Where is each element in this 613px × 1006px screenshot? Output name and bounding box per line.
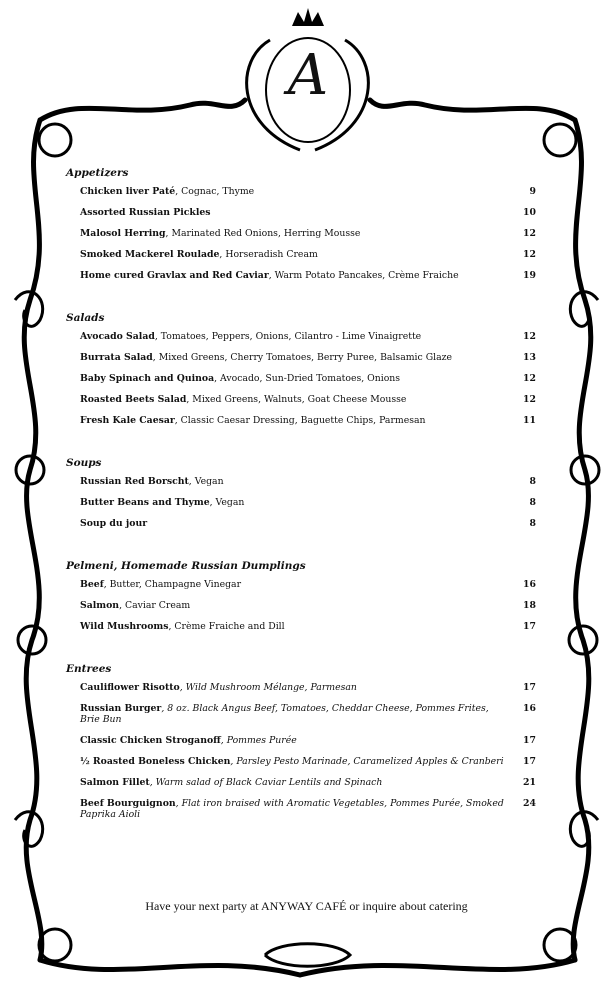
price: 12 xyxy=(523,249,536,260)
menu-item: Beef Bourguignon, Flat iron braised with Aromatic Vegetables, Pommes Purée, Smoked Paprika Aioli 24 xyxy=(80,798,536,820)
menu-item: Beef, Butter, Champagne Vinegar 16 xyxy=(80,579,536,590)
logo-monogram: A xyxy=(287,43,329,108)
price: 8 xyxy=(529,518,536,529)
price: 11 xyxy=(523,415,536,426)
price: 13 xyxy=(523,352,536,363)
price: 21 xyxy=(523,777,536,788)
price: 8 xyxy=(529,476,536,487)
footer-note: Have your next party at ANYWAY CAFÉ or inquire about catering xyxy=(145,899,468,913)
menu-item: Russian Burger, 8 oz. Black Angus Beef, Tomatoes, Cheddar Cheese, Pommes Frites, Brie Bun 16 xyxy=(80,703,536,725)
price: 17 xyxy=(523,682,536,693)
menu-item: Salmon, Caviar Cream 18 xyxy=(80,600,536,611)
section-title: Salads xyxy=(66,312,105,324)
menu-body xyxy=(66,166,536,830)
price: 9 xyxy=(529,186,536,197)
menu-item: Chicken liver Paté, Cognac, Thyme 9 xyxy=(80,186,536,197)
price: 16 xyxy=(523,579,536,590)
section-title: Pelmeni, Homemade Russian Dumplings xyxy=(66,560,306,572)
menu-item: Cauliflower Risotto, Wild Mushroom Mélange, Parmesan 17 xyxy=(80,682,536,693)
price: 10 xyxy=(523,207,536,218)
menu-item: ½ Roasted Boneless Chicken, Parsley Pesto Marinade, Caramelized Apples & Cranberi 17 xyxy=(80,756,536,767)
section-title: Soups xyxy=(66,457,102,469)
section-appetizers xyxy=(66,166,536,281)
price: 17 xyxy=(523,735,536,746)
section-pelmeni xyxy=(66,559,536,632)
menu-item: Soup du jour 8 xyxy=(80,518,536,529)
menu-item: Home cured Gravlax and Red Caviar, Warm Potato Pancakes, Crème Fraiche 19 xyxy=(80,270,536,281)
menu-item: Avocado Salad, Tomatoes, Peppers, Onions, Cilantro - Lime Vinaigrette 12 xyxy=(80,331,536,342)
section-title: Appetizers xyxy=(66,167,129,179)
price: 18 xyxy=(523,600,536,611)
menu-item: Wild Mushrooms, Crème Fraiche and Dill 17 xyxy=(80,621,536,632)
price: 24 xyxy=(523,798,536,809)
price: 19 xyxy=(523,270,536,281)
menu-item: Classic Chicken Stroganoff, Pommes Purée 17 xyxy=(80,735,536,746)
menu-item: Salmon Fillet, Warm salad of Black Caviar Lentils and Spinach 21 xyxy=(80,777,536,788)
price: 12 xyxy=(523,373,536,384)
menu-item: Baby Spinach and Quinoa, Avocado, Sun-Dried Tomatoes, Onions 12 xyxy=(80,373,536,384)
section-salads xyxy=(66,311,536,426)
price: 16 xyxy=(523,703,536,714)
menu-item: Assorted Russian Pickles 10 xyxy=(80,207,536,218)
crown-icon xyxy=(292,8,324,26)
menu-item: Fresh Kale Caesar, Classic Caesar Dressing, Baguette Chips, Parmesan 11 xyxy=(80,415,536,426)
section-title: Entrees xyxy=(66,663,112,675)
price: 12 xyxy=(523,331,536,342)
price: 12 xyxy=(523,228,536,239)
menu-item: Malosol Herring, Marinated Red Onions, Herring Mousse 12 xyxy=(80,228,536,239)
price: 12 xyxy=(523,394,536,405)
price: 8 xyxy=(529,497,536,508)
menu-item: Russian Red Borscht, Vegan 8 xyxy=(80,476,536,487)
menu-item: Butter Beans and Thyme, Vegan 8 xyxy=(80,497,536,508)
section-entrees xyxy=(66,662,536,820)
menu-item: Burrata Salad, Mixed Greens, Cherry Tomatoes, Berry Puree, Balsamic Glaze 13 xyxy=(80,352,536,363)
menu-item: Smoked Mackerel Roulade, Horseradish Cream 12 xyxy=(80,249,536,260)
price: 17 xyxy=(523,756,536,767)
price: 17 xyxy=(523,621,536,632)
menu-item: Roasted Beets Salad, Mixed Greens, Walnuts, Goat Cheese Mousse 12 xyxy=(80,394,536,405)
section-soups xyxy=(66,456,536,529)
